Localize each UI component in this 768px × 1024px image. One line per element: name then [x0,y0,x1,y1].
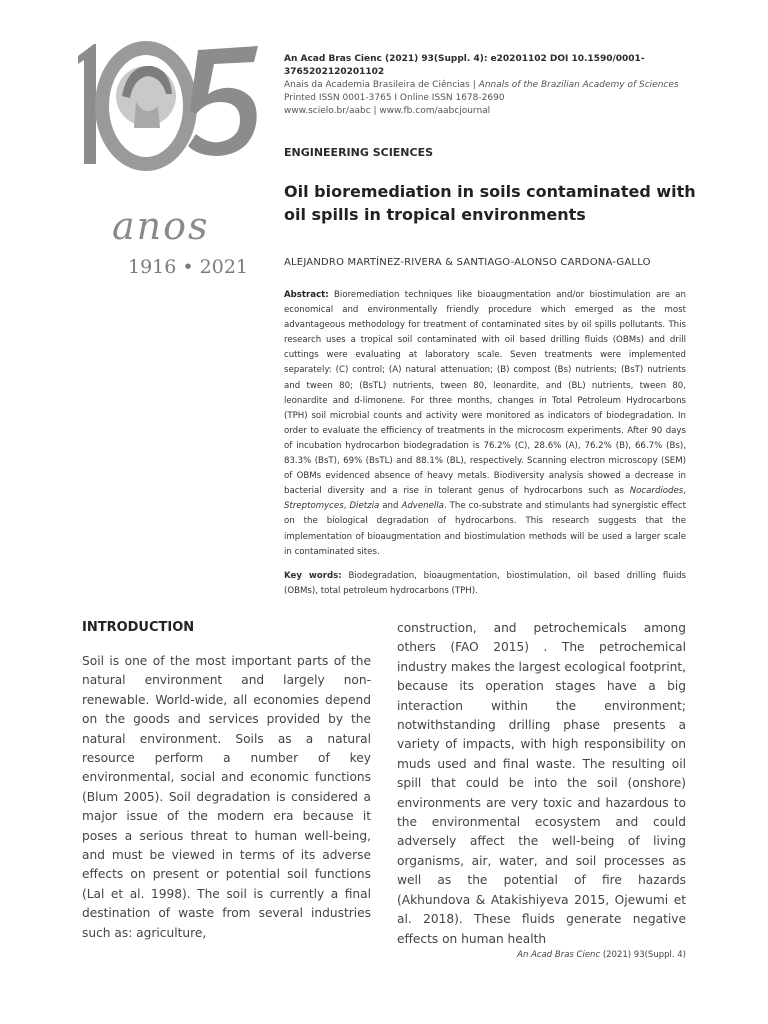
anniversary-years: 1916 • 2021 [128,256,248,278]
genus-separator: , [343,501,350,512]
journal-names [284,79,724,92]
anniversary-logo [48,36,273,278]
genus-name: Dietzia [349,501,380,512]
genus-name: Advenella [401,501,444,512]
body-column-right: construction, and petrochemicals among others (FAO 2015) . The petrochemical industry makes the largest ecological footprint, because its operation stages have a big interaction within the environment; notwithstanding drilling phase presents a variety of impacts, with high responsibility on muds used and final waste. The resulting oil spill that could be into the soil (onshore) environments are very toxic and hazardous to the environmental ecosystem and could adversely affect the well-being of living organisms, air, water, and soil processes as well as the potential of fire hazards (Akhundova & Atakishiyeva 2015, Ojewumi et al. 2018). These fluids generate negative effects on human health [397,621,686,946]
citation-line: An Acad Bras Cienc (2021) 93(Suppl. 4): e20201102 DOI 10.1590/0001-3765202120201102 [284,54,645,77]
abstract-text-part1: Bioremediation techniques like bioaugmentation and/or biostimulation are an economical and environmentally friendly procedure which emerged as the most advantageous methodology for treatment of contaminated sites by oil spills pollutants. This research uses a tropical soil contaminated with oil based drilling fluids (OBMs) and drill cuttings were evaluating at laboratory scale. Seven treatments were implemented separately: (C) control; (A) natural attenuation; (B) compost (Bs) nutrients; (BsT) nutrients and tween 80; (BsTL) nutrients, tween 80, leonardite, and (BL) nutrients, tween 80, leonardite and d-limonene. For three months, changes in Total Petroleum Hydrocarbons (TPH) soil microbial counts and activity were monitored as indicators of biodegradation. In order to evaluate the efficiency of treatments in the microcosm experiments. After 90 days of incubation hydrocarbon biodegradation is 76.2% (C), 28.6% (A), 76.2% (B), 66.7% (Bs), 83.3% (BsT), 69% (BsTL) and 88.1% (BL), respectively. Scanning electron microscopy (SEM) of OBMs evidenced absence of heavy metals. Biodiversity analysis showed a decrease in bacterial diversity and a rise in tolerant genus of hydrocarbons such as [284,290,686,497]
journal-name-pt: Anais da Academia Brasileira de Ciências [284,80,470,90]
journal-name-en: Annals of the Brazilian Academy of Sciences [478,80,679,90]
abstract-block [284,288,686,560]
genus-name: Nocardiodes [629,486,684,497]
abstract-text-part2: . The co-substrate and stimulants had synergistic effect on the biological degradation of hydrocarbons. This research suggests that the implementation of bioaugmentation and biostimulation methods will be used a larger scale in contaminated sites. [284,501,687,557]
body-column-left: Soil is one of the most important parts of the natural environment and largely non-renewable. World-wide, all economies depend on the goods and services provided by the natural environment. Soils as a natural resource perform a number of key environmental, social and economic functions (Blum 2005). Soil degradation is considered a major issue of the modern era because it poses a serious threat to human well-being, and must be viewed in terms of its adverse effects on present or potential soil functions (Lal et al. 1998). The soil is currently a final destination of waste from several industries such as: agriculture, [82,654,371,940]
journal-links[interactable]: www.scielo.br/aabc | www.fb.com/aabcjournal [284,106,491,116]
genus-name: Streptomyces [284,501,344,512]
anniversary-anos-text: anos [112,204,210,248]
journal-name-separator: | [472,80,476,90]
genus-separator: , [683,486,686,497]
abstract-label: Abstract: [284,290,329,300]
anniversary-number-graphic [48,36,273,176]
keywords-text: Biodegradation, bioaugmentation, biostimulation, oil based drilling fluids (OBMs), total petroleum hydrocarbons (TPH). [284,571,687,597]
author-list: ALEJANDRO MARTÍNEZ-RIVERA & SANTIAGO-ALONSO CARDONA-GALLO [284,257,651,268]
footer-journal: An Acad Bras Cienc [517,950,601,960]
issn-line: Printed ISSN 0001-3765 I Online ISSN 1678-2690 [284,93,505,103]
page-footer [517,950,686,960]
keywords-label: Key words: [284,571,342,581]
genus-separator: and [379,501,402,512]
footer-issue: (2021) 93(Suppl. 4) [600,950,686,960]
introduction-heading: INTRODUCTION [82,620,195,635]
keywords-block [284,569,686,599]
section-label: ENGINEERING SCIENCES [284,146,434,159]
article-title: Oil bioremediation in soils contaminated with oil spills in tropical environments [284,182,696,224]
journal-header [284,53,724,118]
